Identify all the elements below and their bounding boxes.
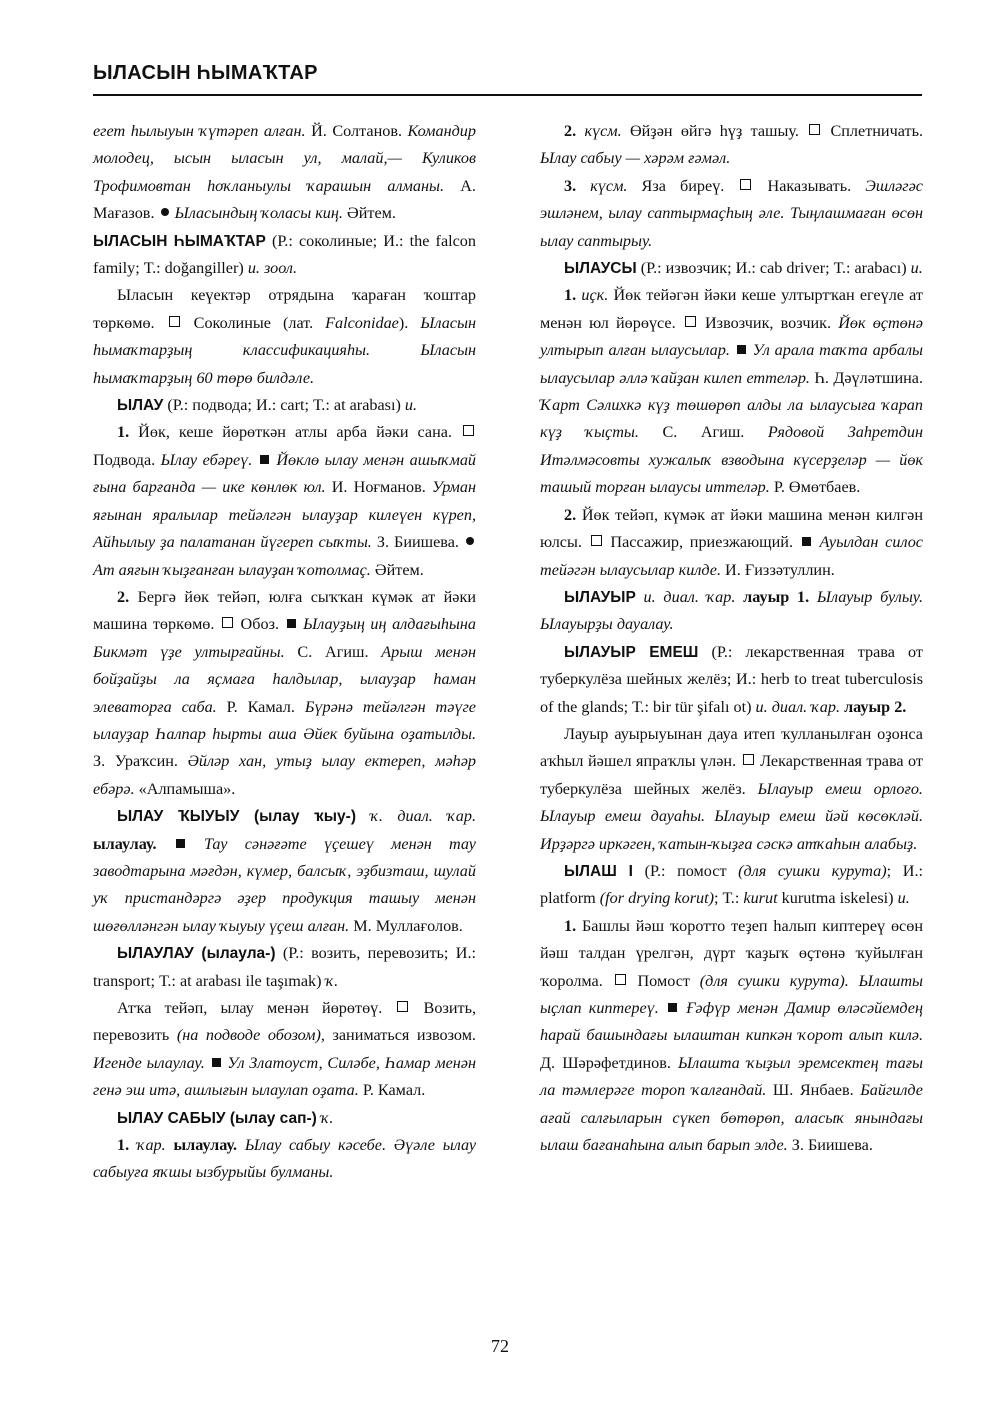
bold-text: лауыр 2.: [844, 697, 907, 716]
translation-marker-icon: [615, 974, 626, 985]
headword: ЫЛАУСЫ: [564, 260, 637, 278]
italic-text: (на подводе обозом),: [176, 1026, 325, 1045]
bold-text: 1.: [117, 1136, 130, 1155]
text: Д. Шәрәфетдинов.: [540, 1053, 679, 1072]
italic-text: Ауылдан силос тейәгән ылаусылар килде.: [540, 533, 923, 579]
italic-text: Бүрәнә тейәлгән тәүге ылауҙар Һалпар һырты аша Әйек буйына оҙатылды.: [93, 697, 476, 743]
text: Лауыр ауырыуынан дауа итеп ҡулланылған оҙонса аҡһыл йәшел япраҡлы үлән.: [540, 724, 923, 771]
header-rule: [93, 94, 922, 96]
bold-text: 1.: [564, 916, 577, 935]
text: Сплетничать.: [822, 122, 924, 140]
entry-paragraph: [93, 392, 476, 419]
example-marker-icon: [802, 537, 811, 546]
italic-text: Falconidae: [325, 313, 399, 332]
headword: ЫЛАУ: [117, 397, 164, 415]
entry-paragraph: [540, 913, 923, 1160]
text: Йөк, кеше йөрөткән атлы арба йәки сана.: [129, 423, 461, 442]
entry-paragraph: [93, 584, 476, 803]
bold-text: ылаулау.: [173, 1136, 238, 1155]
italic-text: Арыш менән бойҙайҙы ла яҫмаға һалдылар, ылауҙар һаман элеваторға саба.: [93, 642, 476, 716]
text: (Р.: соколиные; И.: the falcon family; Т.: doğangiller): [93, 231, 476, 278]
headword: ЫЛАСЫН ҺЫМАҠТАР: [93, 232, 266, 250]
text: Өйҙән өйгә һүҙ ташыу.: [621, 122, 808, 140]
example-marker-icon: [176, 839, 185, 848]
entry-paragraph: [540, 639, 923, 721]
text: [809, 588, 817, 606]
text: Помост: [627, 971, 700, 990]
text: Лекарственная трава от туберкулёза шейных желёз.: [540, 752, 923, 798]
text: Соколиные (лат.: [181, 313, 326, 332]
text: М. Муллағолов.: [349, 916, 463, 935]
italic-text: ҡар.: [136, 1136, 166, 1155]
text: С. Агиш.: [638, 423, 768, 442]
italic-text: (для сушки курута). Ылашты ыҫлап киптереү.: [540, 971, 923, 1017]
entry-paragraph: [93, 803, 476, 940]
text: Возить, перевозить: [93, 999, 477, 1045]
text: [576, 177, 590, 195]
entry-paragraph: [540, 502, 923, 584]
translation-marker-icon: [743, 754, 754, 765]
text: (Р.: лекарственная трава от туберкулёза шейных желёз; И.: herb to treat tuberculosis of the glands; Т.: bir tür şifalı ot): [540, 642, 923, 716]
italic-text: Ҡарт Сәлихкә күҙ төшөрөп алды ла ылаусыға ҡарап күҙ ҡыҫты.: [540, 396, 923, 442]
text: [730, 341, 735, 359]
text: Р. Камал.: [216, 697, 305, 716]
headword: ЫЛАУ ҠЫУЫУ (ылау ҡыу-): [117, 808, 356, 826]
translation-marker-icon: [685, 316, 696, 327]
headword: ЫЛАУЫР ЕМЕШ: [564, 643, 699, 661]
text: [636, 588, 644, 606]
text: [157, 835, 174, 853]
italic-text: и. диал. ҡар.: [643, 587, 736, 606]
text: [205, 1054, 210, 1072]
text: [237, 1136, 245, 1154]
italic-text: Ылауыр емеш орлоғо. Ылауыр емеш дауаһы. Ылауыр емеш йәй көсөкләй. Ирҙәргә иркәген, ҡатын-ҡыҙға сәскә атҡаһын алабыҙ.: [540, 779, 923, 853]
italic-text: Йөклө ылау менән ашыҡмай ғына барғанда — ике көнлөк юл.: [93, 450, 477, 497]
text: (Р.: помост: [633, 861, 739, 880]
italic-text: (для сушки курута): [738, 861, 887, 880]
text: Ш. Янбаев.: [766, 1081, 861, 1100]
entry-paragraph: [540, 173, 923, 255]
text: Яза биреү.: [627, 176, 739, 195]
italic-text: Ылашта ҡыҙыл эремсектең тағы ла тәмлерәге тороп ҡалғандай.: [540, 1053, 923, 1100]
text: Обоз.: [235, 615, 285, 634]
italic-text: Ылауҙың иң алдағыһына Бикмәт үҙе ултырғайны.: [93, 615, 476, 661]
italic-text: Ылауыр булыу. Ылауырҙы дауалау.: [540, 587, 923, 634]
italic-text: иҫк.: [581, 286, 609, 305]
italic-text: (for drying korut): [599, 889, 714, 908]
proverb-marker-icon: [161, 208, 169, 216]
italic-text: Байгилде ағай салғыларын сүкеп бөтөрөп, аласыҡ янындағы ылаш бағанаһына алып барып элде.: [540, 1081, 923, 1155]
text: заниматься извозом.: [324, 1026, 476, 1045]
entry-paragraph: [540, 584, 923, 639]
text: Башлы йәш ҡоротто теҙеп һалып киптереү өсөн йәш талдан үрелгән, дүрт ҡаҙыҡ өҫтөнә ҡуйылған ҡоролма.: [540, 916, 923, 990]
text: [129, 1136, 137, 1154]
italic-text: Ыласындың ҡоласы киң.: [170, 204, 343, 223]
italic-text: ҡ. диал. ҡар.: [370, 807, 476, 826]
italic-text: и.: [897, 889, 910, 908]
example-marker-icon: [737, 345, 746, 354]
translation-marker-icon: [740, 179, 751, 190]
translation-marker-icon: [397, 1001, 408, 1012]
headword: ЫЛАУЛАУ (ылаула-): [117, 945, 276, 963]
italic-text: и. диал. ҡар.: [755, 697, 841, 716]
text: А. Мағазов.: [93, 176, 476, 223]
entry-paragraph: [93, 940, 476, 995]
entry-paragraph: [540, 118, 923, 173]
italic-text: Эшләгәс эшләнем, ылау саптырмаҫһың әле. Тыңлашмаған өсөн ылау саптырыу.: [540, 176, 923, 250]
text: kurutma iskelesi): [777, 889, 898, 908]
italic-text: Ғәфүр менән Дамир өләсәйемдең һарай башындағы ылаштан кипкән ҡорот алып килә.: [540, 999, 923, 1045]
bold-text: ылаулау.: [93, 834, 157, 853]
headword: ЫЛАУЫР: [564, 588, 636, 606]
text: [659, 999, 666, 1017]
text: И. Ноғманов.: [325, 478, 432, 497]
example-marker-icon: [668, 1003, 677, 1012]
bold-text: 1.: [117, 423, 130, 442]
text: (Р.: извозчик; И.: cab driver; Т.: arabacı): [636, 259, 911, 278]
text: С. Агиш.: [284, 642, 382, 661]
text: ).: [398, 313, 421, 332]
text: Р. Камал.: [358, 1081, 426, 1100]
italic-text: Ул арала таҡта арбалы ылаусылар әллә ҡайҙан килеп еттеләр.: [540, 341, 924, 387]
text: Извозчик, возчик.: [697, 313, 839, 332]
entry-paragraph: [93, 995, 476, 1105]
italic-text: Тау сәнәғәте үҫешеү менән тау заводтарына мәғдән, күмер, балсыҡ, эҙбизташ, шулай уҡ пристандәргә әҙер продукция ташыу менән шөғөлләнгән ылау ҡыуыу үҫеш алған.: [93, 834, 476, 935]
running-head: ЫЛАСЫН ҺЫМАҠТАР: [93, 62, 318, 84]
italic-text: ҡ.: [325, 971, 339, 990]
text: Ыласын кеүектәр отрядына ҡараған ҡоштар төркөмө.: [93, 286, 476, 332]
italic-text: ҡ.: [320, 1108, 334, 1127]
italic-text: и.: [910, 259, 923, 278]
italic-text: Командир молодец, ысын ыласын ул, малай,— Куликов Трофимовтан һоҡланыулы ҡарашын алманы.: [93, 122, 476, 195]
bold-text: 2.: [564, 505, 577, 524]
entry-paragraph: [93, 419, 476, 583]
example-marker-icon: [212, 1058, 221, 1067]
text: Бергә йөк тейәп, юлға сыҡҡан күмәк ат йәки машина төркөмө.: [93, 587, 476, 634]
left-column: [93, 118, 476, 1187]
bold-text: лауыр 1.: [743, 587, 810, 606]
page-number: 72: [491, 1336, 509, 1356]
italic-text: Ыласын һымаҡтарҙың классификацияһы. Ыласын һымаҡтарҙың 60 төрө билдәле.: [93, 313, 476, 387]
italic-text: Ул Златоуст, Силәбе, Һамар менән генә эш итә, ашлығын ылаулап оҙата.: [93, 1053, 477, 1100]
bold-text: 1.: [564, 286, 577, 305]
text: «Алпамыша».: [134, 779, 236, 798]
entry-paragraph: [93, 282, 476, 392]
text: (Р.: возить, перевозить; И.: transport; Т.: at arabası ile taşımak): [93, 944, 476, 990]
text: И. Ғиззәтуллин.: [721, 560, 835, 579]
text: [356, 807, 370, 825]
italic-text: Ат аяғын ҡыҙғанған ылауҙан ҡотолмаҫ.: [93, 560, 371, 579]
text: Әйтем.: [342, 204, 396, 223]
text: [735, 588, 743, 606]
italic-text: Ылау ебәреү.: [160, 450, 253, 469]
italic-text: и. зоол.: [247, 259, 298, 278]
text: Й. Солтанов.: [305, 122, 408, 140]
italic-text: күсм.: [584, 122, 622, 140]
italic-text: егет һылыуын ҡүтәреп алған.: [93, 122, 306, 140]
text: Йөк тейәп, күмәк ат йәки машина менән килгән юлсы.: [540, 505, 923, 552]
text: З. Биишева.: [371, 533, 464, 552]
text: Р. Өмөтбаев.: [769, 478, 861, 497]
text: Атҡа тейәп, ылау менән йөрөтөү.: [117, 999, 396, 1017]
translation-marker-icon: [463, 425, 474, 436]
entry-paragraph: [93, 1132, 476, 1187]
text: ; И.: platform: [540, 861, 924, 908]
entry-paragraph: [540, 255, 923, 282]
translation-marker-icon: [222, 617, 233, 628]
bold-text: 2.: [117, 587, 130, 606]
italic-text: и.: [404, 396, 418, 415]
text: ; Т.:: [714, 889, 744, 908]
bold-text: 3.: [564, 176, 577, 195]
text: [252, 451, 258, 469]
text: З. Биишева.: [787, 1136, 873, 1155]
text: Әйтем.: [370, 560, 424, 579]
text: Һ. Дәүләтшина.: [809, 368, 923, 387]
entry-paragraph: [93, 118, 476, 228]
example-marker-icon: [287, 619, 296, 628]
italic-text: Ылау сабыу кәсебе. Әүәле ылау сабыуға яҡшы ызбурыйы булманы.: [93, 1136, 477, 1182]
right-column: [540, 118, 923, 1159]
translation-marker-icon: [809, 124, 820, 135]
headword: ЫЛАШ I: [564, 862, 633, 880]
entry-paragraph: [540, 721, 923, 858]
text: Подвода.: [93, 450, 161, 469]
entry-paragraph: [540, 282, 923, 501]
italic-text: күсм.: [590, 176, 628, 195]
italic-text: kurut: [743, 889, 778, 908]
italic-text: Игенде ылаулау.: [93, 1053, 205, 1072]
headword: ЫЛАУ САБЫУ (ылау сап-): [117, 1109, 317, 1127]
text: (Р.: подвода; И.: cart; Т.: at arabası): [163, 396, 405, 415]
italic-text: Урман яғынан яралылар тейәлгән ылауҙар килеүен күреп, Айһылыу ҙа палатанан йүгереп сыҡты.: [93, 478, 476, 552]
entry-paragraph: [93, 1105, 476, 1132]
italic-text: Рядовой Заһретдин Итәлмәсовты хужалыҡ взводына күсерҙеләр — йөк ташый торған ылаусы иттеләр.: [540, 423, 923, 497]
translation-marker-icon: [169, 316, 180, 327]
translation-marker-icon: [591, 535, 602, 546]
italic-text: Әйләр хан, утыҙ ылау ектереп, мәһәр ебәрә.: [93, 752, 476, 798]
italic-text: Ылау сабыу — хәрәм ғәмәл.: [540, 149, 731, 168]
text: Пассажир, приезжающий.: [603, 533, 800, 552]
text: Йөк тейәгән йәки кеше ултыртҡан егеүле ат менән юл йөрөүсе.: [540, 286, 923, 332]
example-marker-icon: [260, 455, 269, 464]
italic-text: Йөк өҫтөнә ултырып алған ылаусылар.: [540, 313, 923, 360]
bold-text: 2.: [564, 122, 577, 140]
text: З. Ураҡсин.: [93, 752, 188, 771]
text: Наказывать.: [753, 176, 866, 195]
entry-paragraph: [540, 858, 923, 913]
proverb-marker-icon: [466, 537, 474, 545]
entry-paragraph: [93, 228, 476, 283]
